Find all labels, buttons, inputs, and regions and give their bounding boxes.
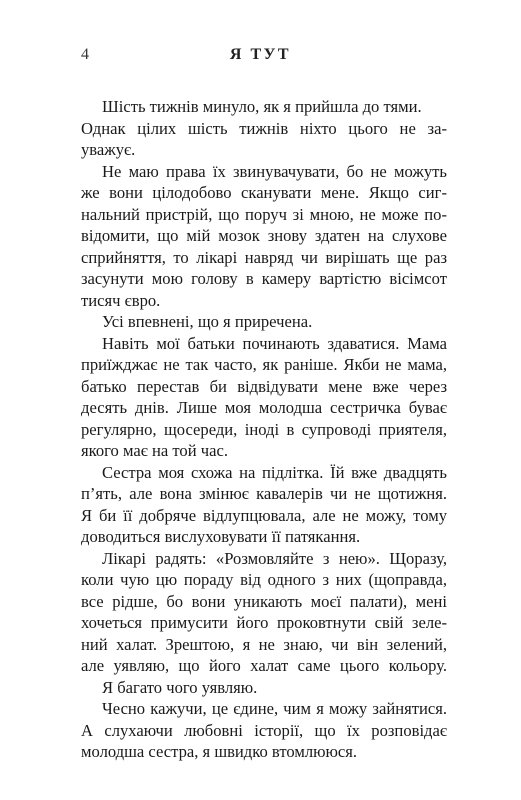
text-line: уважує. [81,140,136,159]
running-title: Я ТУТ [229,46,292,63]
text-line: Навіть мої батьки починають здаватися. Мама [102,333,447,353]
text-line: засунути мою голову в камеру вартістю вісімсот [81,269,447,288]
text-line: Усі впевнені, що я приречена. [102,312,313,331]
text-line: коли чую цю пораду від одного з них (щоправда, [81,570,447,589]
text-line: А слухаючи любовні історії, що їх розповідає [81,720,447,740]
text-line: батько перестав би відвідувати мене вже через [81,376,447,396]
text-line: тисяч євро. [81,290,161,310]
text-line: приїжджає не так часто, як раніше. Якби не мама, [81,355,447,374]
text-line: п’ять, але вона змінює кавалерів чи не щотижня. [81,484,447,503]
text-line: Шість тижнів минуло, як я прийшла до тями. [102,97,422,116]
text-line: Чесно кажучи, це єдине, чим я можу зайнятися. [102,699,447,718]
text-line: доводиться вислуховувати її патякання. [81,527,361,546]
text-line: Лікарі радять: «Розмовляйте з нею». Щоразу, [102,548,447,568]
text-line: Однак цілих шість тижнів ніхто цього не за- [81,118,447,138]
text-line: Сестра моя схожа на підлітка. Їй вже двадцять [102,462,447,482]
page-header [0,46,521,72]
text-line: Я багато чого уявляю. [102,677,258,697]
text-line: ний халат. Зрештою, я не знаю, чи він зелений, [81,634,447,654]
text-line: же вони цілодобово сканувати мене. Якщо сиг- [81,183,447,202]
text-line: нальний пристрій, що поруч зі мною, не може по- [81,204,447,224]
text-line: Не маю права їх звинувачувати, бо не можуть [102,161,447,181]
text-line: регулярно, щосереди, іноді в супроводі приятеля, [81,419,447,439]
text-line: якого має на той час. [81,441,228,460]
text-line: Я би її добряче відлупцювала, але не можу, тому [81,505,447,525]
text-line: десять днів. Лише моя молодша сестричка буває [81,398,447,417]
text-line: відомити, що мій мозок знову здатен на слухове [81,226,447,245]
text-line: сприйняття, то лікарі навряд чи вирішать ще раз [81,247,447,267]
text-line: все рідше, бо вони уникають моєї палати), мені [81,591,447,611]
text-line: хочеться примусити його проковтнути свій зеле- [81,613,447,632]
page-number: 4 [81,46,89,63]
text-line: молодша сестра, я швидко втомлююся. [81,742,358,761]
body-text [81,96,447,763]
text-line: але уявляю, що його халат саме цього кольору. [81,656,447,675]
